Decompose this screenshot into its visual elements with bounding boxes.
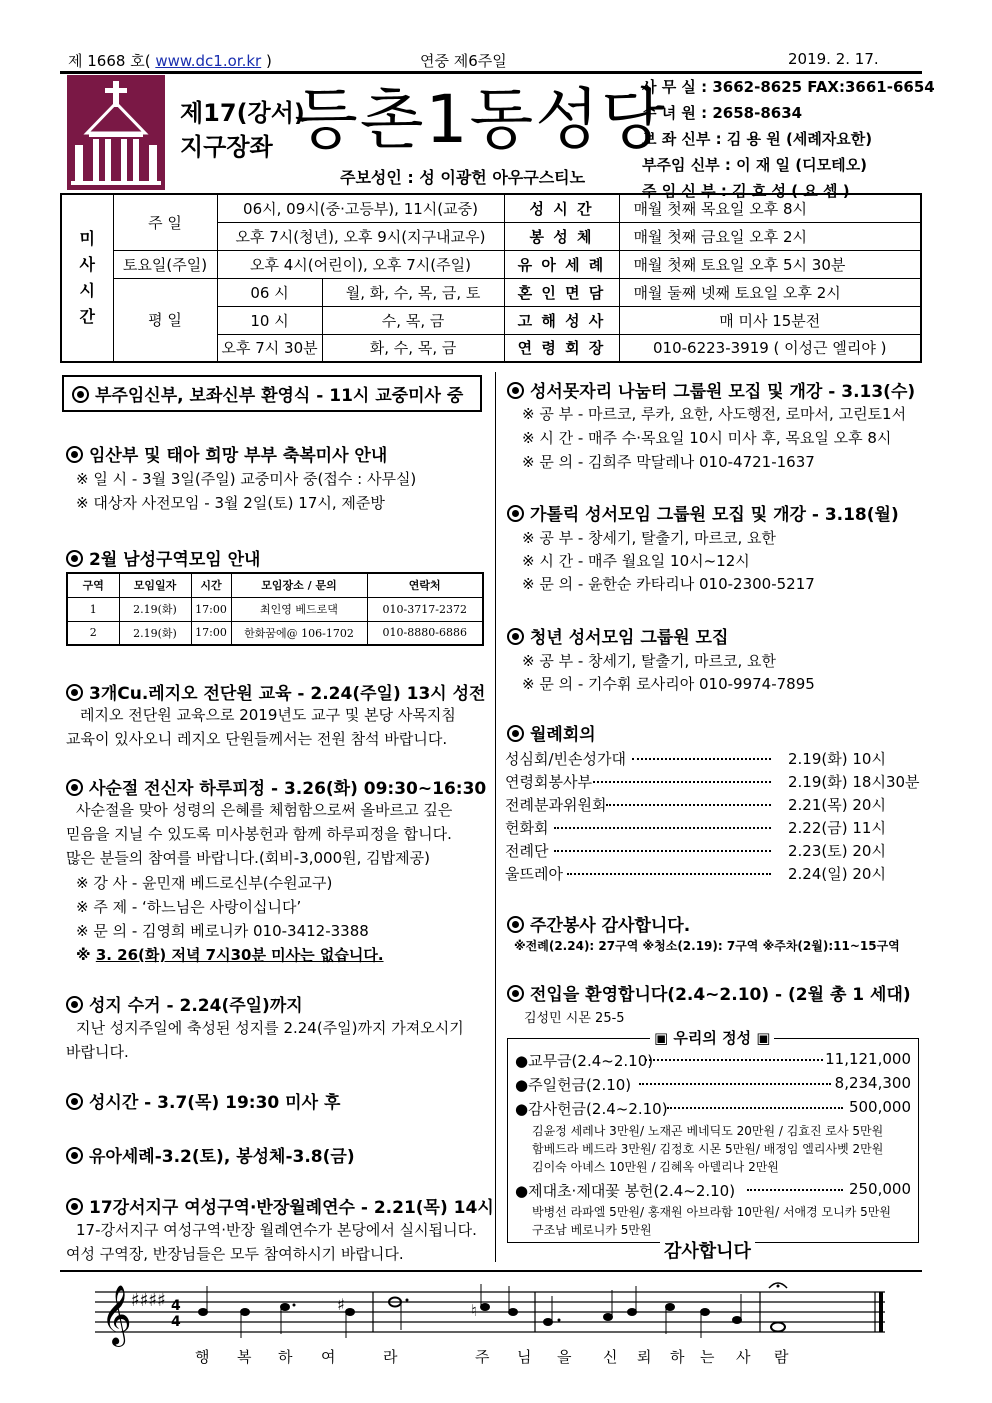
service-detail: 매월 첫째 목요일 오후 8시 [619, 194, 921, 222]
notice-line: ※ 공 부 - 창세기, 탈출기, 마르코, 요한 [522, 652, 777, 670]
office-contacts [642, 74, 935, 204]
saturday-label: 토요일(주일) [113, 250, 217, 278]
palm-text: 지난 성지주일에 축성된 성지를 2.24(주일)까지 가져오시기 바랍니다. [66, 1019, 464, 1061]
svg-text:4: 4 [171, 1298, 181, 1314]
meeting-name: 연령회봉사부 [505, 773, 592, 791]
svg-text:4: 4 [171, 1314, 181, 1330]
donation-row: ●주일헌금(2.10) 8,234,300 [515, 1074, 911, 1094]
meeting-time: 2.24(일) 20시 [788, 865, 886, 883]
bullet-icon [66, 446, 83, 463]
welcome-ceremony-notice: 부주임신부, 보좌신부 환영식 - 11시 교중미사 중 [62, 375, 482, 412]
lyric-syllable: 는 [700, 1348, 715, 1366]
weekday-time: 06 시 [217, 278, 322, 306]
legio-text: 레지오 전단원 교육으로 2019년도 교구 및 본당 사목지침 교육이 있사오니 레지오 단원들께서는 전원 참석 바랍니다. [66, 706, 456, 748]
table-header: 연락처 [367, 573, 483, 597]
notice-line: ※ 시 간 - 매주 월요일 10시~12시 [522, 552, 750, 570]
table-header: 구역 [67, 573, 119, 597]
monthly-meeting-row [505, 817, 885, 838]
bullet-icon [66, 684, 83, 701]
men-meeting-table [66, 572, 484, 646]
weekday-time: 10 시 [217, 306, 322, 334]
lyric-syllable: 행 [195, 1348, 210, 1366]
table-header: 모임장소 / 문의 [231, 573, 367, 597]
youth-bible-title: 청년 성서모임 그룹원 모집 [507, 623, 728, 648]
meeting-time: 2.19(화) 10시 [788, 750, 886, 768]
weekday-days: 화, 수, 목, 금 [322, 334, 504, 362]
table-row: 2 2.19(화) 17:00 한화꿈에@ 106-1702 010-8880-6886 [67, 621, 483, 645]
svg-text:♯: ♯ [337, 1295, 345, 1314]
sunday-morning-times: 06시, 09시(중·고등부), 11시(교중) [217, 194, 504, 222]
service-name: 봉 성 체 [504, 222, 619, 250]
men-meeting-title: 2월 남성구역모임 안내 [66, 545, 260, 570]
newcomer-line: 김성민 시몬 25-5 [524, 1011, 625, 1026]
office-line: 부주임 신부 : 이 재 일 (디모테오) [642, 156, 867, 174]
notice-line: ※ 문 의 - 김희주 막달레나 010-4721-1637 [522, 453, 815, 471]
notice-line: ※ 일 시 - 3월 3일(주일) 교중미사 중(접수 : 사무실) [76, 470, 417, 488]
saturday-times: 오후 4시(어린이), 오후 7시(주일) [217, 250, 504, 278]
bullet-icon [66, 996, 83, 1013]
bible-study-2-title: 가톨릭 성서모임 그룹원 모집 및 개강 - 3.18(월) [507, 500, 899, 525]
svg-text:𝄞: 𝄞 [101, 1285, 132, 1345]
bullet-icon [507, 628, 524, 645]
holy-hour-title: 성시간 - 3.7(목) 19:30 미사 후 [66, 1088, 340, 1113]
bullet-icon [66, 779, 83, 796]
office-line: 사 무 실 : 3662-8625 FAX:3661-6654 [642, 78, 935, 96]
lyric-syllable: 하 [278, 1348, 293, 1366]
service-detail: 매월 첫째 금요일 오후 2시 [619, 222, 921, 250]
notice-line: ※ 대상자 사전모임 - 3월 2일(토) 17시, 제준방 [76, 494, 385, 512]
service-name: 성 시 간 [504, 194, 619, 222]
donor-line: 박병선 라파엘 5만원/ 홍재원 아브라함 10만원/ 서애경 모니카 5만원 [532, 1205, 891, 1219]
service-name: 고 해 성 사 [504, 306, 619, 334]
website-link[interactable]: www.dc1.or.kr [155, 52, 262, 70]
monthly-meeting-row [505, 794, 885, 815]
lyric-syllable: 사 [736, 1348, 751, 1366]
baptism-title: 유아세례-3.2(토), 봉성체-3.8(금) [66, 1142, 355, 1167]
women-meeting-title: 17강서지구 여성구역·반장월례연수 - 2.21(목) 14시 [66, 1193, 494, 1218]
sunday-label: 주 일 [113, 194, 217, 250]
monthly-meeting-row [505, 863, 885, 884]
sunday-evening-times: 오후 7시(청년), 오후 9시(지구내교우) [217, 222, 504, 250]
retreat-title: 사순절 전신자 하루피정 - 3.26(화) 09:30~16:30 [66, 774, 486, 799]
weekday-days: 월, 화, 수, 목, 금, 토 [322, 278, 504, 306]
legio-title: 3개Cu.레지오 전단원 교육 - 2.24(주일) 13시 성전 [66, 679, 485, 704]
donation-row: ●교무금(2.4~2.10) 11,121,000 [515, 1050, 911, 1070]
music-staff-icon [95, 1280, 895, 1395]
lyric-syllable: 여 [321, 1348, 336, 1366]
issue-header [60, 48, 922, 72]
bullet-icon [507, 382, 524, 399]
bullet-icon [66, 1198, 83, 1215]
service-name: 혼 인 면 담 [504, 278, 619, 306]
lyric-syllable: 복 [237, 1348, 252, 1366]
district-title: 제17(강서) 지구장좌 [180, 99, 305, 161]
service-name: 연 령 회 장 [504, 334, 619, 362]
donation-row: ●제대초·제대꽃 봉헌(2.4~2.10) 250,000 [515, 1180, 911, 1200]
service-detail: 매월 둘째 넷째 토요일 오후 2시 [619, 278, 921, 306]
donor-line: 김윤정 세레나 3만원/ 노재곤 베네딕도 20만원 / 김효진 로사 5만원 [532, 1124, 884, 1138]
monthly-meetings-title: 월례회의 [507, 720, 596, 745]
lyric-syllable: 라 [383, 1348, 398, 1366]
table-header: 모임일자 [119, 573, 191, 597]
weekday-time: 오후 7시 30분 [217, 334, 322, 362]
office-line: 수 녀 원 : 2658-8634 [642, 104, 803, 122]
weekday-days: 수, 목, 금 [322, 306, 504, 334]
parish-name: 등촌1동성당 [294, 81, 667, 158]
bullet-icon [507, 985, 524, 1002]
service-name: 유 아 세 례 [504, 250, 619, 278]
mass-time-label: 미 사 시 간 [61, 194, 113, 362]
notice-line: ※ 공 부 - 창세기, 탈출기, 마르코, 요한 [522, 529, 777, 547]
service-detail: 010-6223-3919 ( 이성근 엘리야 ) [619, 334, 921, 362]
weekly-service-line: ※전례(2.24): 27구역 ※청소(2.19): 7구역 ※주차(2월):11~15구역 [514, 939, 900, 953]
column-divider [495, 372, 496, 1262]
donor-line: 김이숙 아녜스 10만원 / 김혜옥 아델리나 2만원 [532, 1160, 779, 1174]
church-logo-icon [67, 75, 165, 190]
lyric-syllable: 을 [557, 1348, 572, 1366]
donation-title: ▣ 우리의 정성 ▣ [650, 1027, 774, 1048]
bible-study-1-title: 성서못자리 나눔터 그룹원 모집 및 개강 - 3.13(수) [507, 377, 915, 402]
notice-line: ※ 주 제 - ‘하느님은 사랑이십니다’ [76, 898, 302, 916]
mass-schedule-table [60, 193, 922, 363]
blessing-mass-title: 임산부 및 태아 희망 부부 축복미사 안내 [66, 441, 387, 466]
office-line: 보 좌 신부 : 김 용 원 (세례자요한) [642, 130, 873, 148]
bullet-icon [507, 505, 524, 522]
women-text: 17-강서지구 여성구역·반장 월례연수가 본당에서 실시됩니다. 여성 구역장, 반장님들은 모두 참여하시기 바랍니다. [66, 1221, 477, 1263]
lyric-syllable: 뢰 [637, 1348, 652, 1366]
meeting-name: 전례분과위원회 [505, 796, 607, 814]
meeting-name: 전례단 [505, 842, 549, 860]
monthly-meeting-row [505, 771, 920, 792]
donation-row: ●감사헌금(2.4~2.10) 500,000 [515, 1098, 911, 1118]
meeting-time: 2.22(금) 11시 [788, 819, 886, 837]
monthly-meeting-row [505, 840, 885, 861]
notice-line: ※ 공 부 - 마르코, 루카, 요한, 사도행전, 로마서, 고린토1서 [522, 405, 907, 423]
svg-text:♮: ♮ [471, 1301, 477, 1320]
service-detail: 매 미사 15분전 [619, 306, 921, 334]
lyric-syllable: 님 [517, 1348, 532, 1366]
lyric-syllable: 하 [670, 1348, 685, 1366]
notice-line: ※ 시 간 - 매주 수·목요일 10시 미사 후, 목요일 오후 8시 [522, 429, 892, 447]
service-detail: 매월 첫째 토요일 오후 5시 30분 [619, 250, 921, 278]
weekday-label: 평 일 [113, 278, 217, 362]
bullet-icon [66, 1093, 83, 1110]
donor-line: 구조남 베로니카 5만원 [532, 1223, 652, 1237]
retreat-cancel-note: 3. 26(화) 저녁 7시30분 미사는 없습니다. [95, 946, 384, 964]
notice-line: ※ 문 의 - 기수휘 로사리아 010-9974-7895 [522, 675, 815, 693]
table-header: 시간 [191, 573, 231, 597]
bullet-icon [66, 550, 83, 567]
issue-number: 제 1668 호( www.dc1.or.kr ) [68, 52, 272, 70]
thanks-label: 감사합니다 [660, 1237, 755, 1263]
newcomers-title: 전입을 환영합니다(2.4~2.10) - (2월 총 1 세대) [507, 980, 911, 1005]
weekly-service-title: 주간봉사 감사합니다. [507, 911, 690, 936]
meeting-time: 2.23(토) 20시 [788, 842, 886, 860]
notice-line: ※ 문 의 - 김영희 베로니카 010-3412-3388 [76, 922, 369, 940]
meeting-time: 2.21(목) 20시 [788, 796, 886, 814]
liturgical-week: 연중 제6주일 [420, 52, 507, 70]
notice-line: ※ 강 사 - 윤민재 베드로신부(수원교구) [76, 874, 333, 892]
lyric-syllable: 신 [603, 1348, 618, 1366]
office-line: 주 임 신 부 : 김 효 성 ( 요 셉 ) [642, 182, 850, 200]
meeting-name: 헌화회 [505, 819, 549, 837]
retreat-text: 사순절을 맞아 성령의 은혜를 체험함으로써 올바르고 깊은 믿음을 지닐 수 있도록 미사봉헌과 함께 하루피정을 합니다. 많은 분들의 참여를 바랍니다.(회비-3,000원, 김밥제공) [66, 801, 453, 867]
bullet-icon [66, 1147, 83, 1164]
bullet-icon [72, 386, 89, 403]
monthly-meeting-row [505, 748, 885, 769]
lyric-syllable: 주 [475, 1348, 490, 1366]
meeting-name: 성심회/빈손성가대 [505, 750, 626, 768]
bullet-icon [507, 916, 524, 933]
table-row: 1 2.19(화) 17:00 최인영 베드로댁 010-3717-2372 [67, 597, 483, 621]
patron-saint: 주보성인 : 성 이광헌 아우구스티노 [340, 168, 586, 187]
meeting-time: 2.19(화) 18시30분 [788, 773, 920, 791]
bullet-icon [507, 725, 524, 742]
lyric-syllable: 람 [774, 1348, 789, 1366]
meeting-name: 울뜨레아 [505, 865, 563, 883]
palm-collection-title: 성지 수거 - 2.24(주일)까지 [66, 991, 303, 1016]
notice-line: ※ 문 의 - 윤한순 카타리나 010-2300-5217 [522, 575, 815, 593]
notice-line: ※ 3. 26(화) 저녁 7시30분 미사는 없습니다. [76, 946, 384, 964]
issue-date: 2019. 2. 17. [788, 50, 879, 68]
svg-text:♯♯♯♯: ♯♯♯♯ [131, 1290, 166, 1311]
footer-rule [60, 1270, 922, 1272]
donor-line: 함베드라 베드라 3만원/ 김정호 시몬 5만원/ 배정임 엘리사벳 2만원 [532, 1142, 884, 1156]
